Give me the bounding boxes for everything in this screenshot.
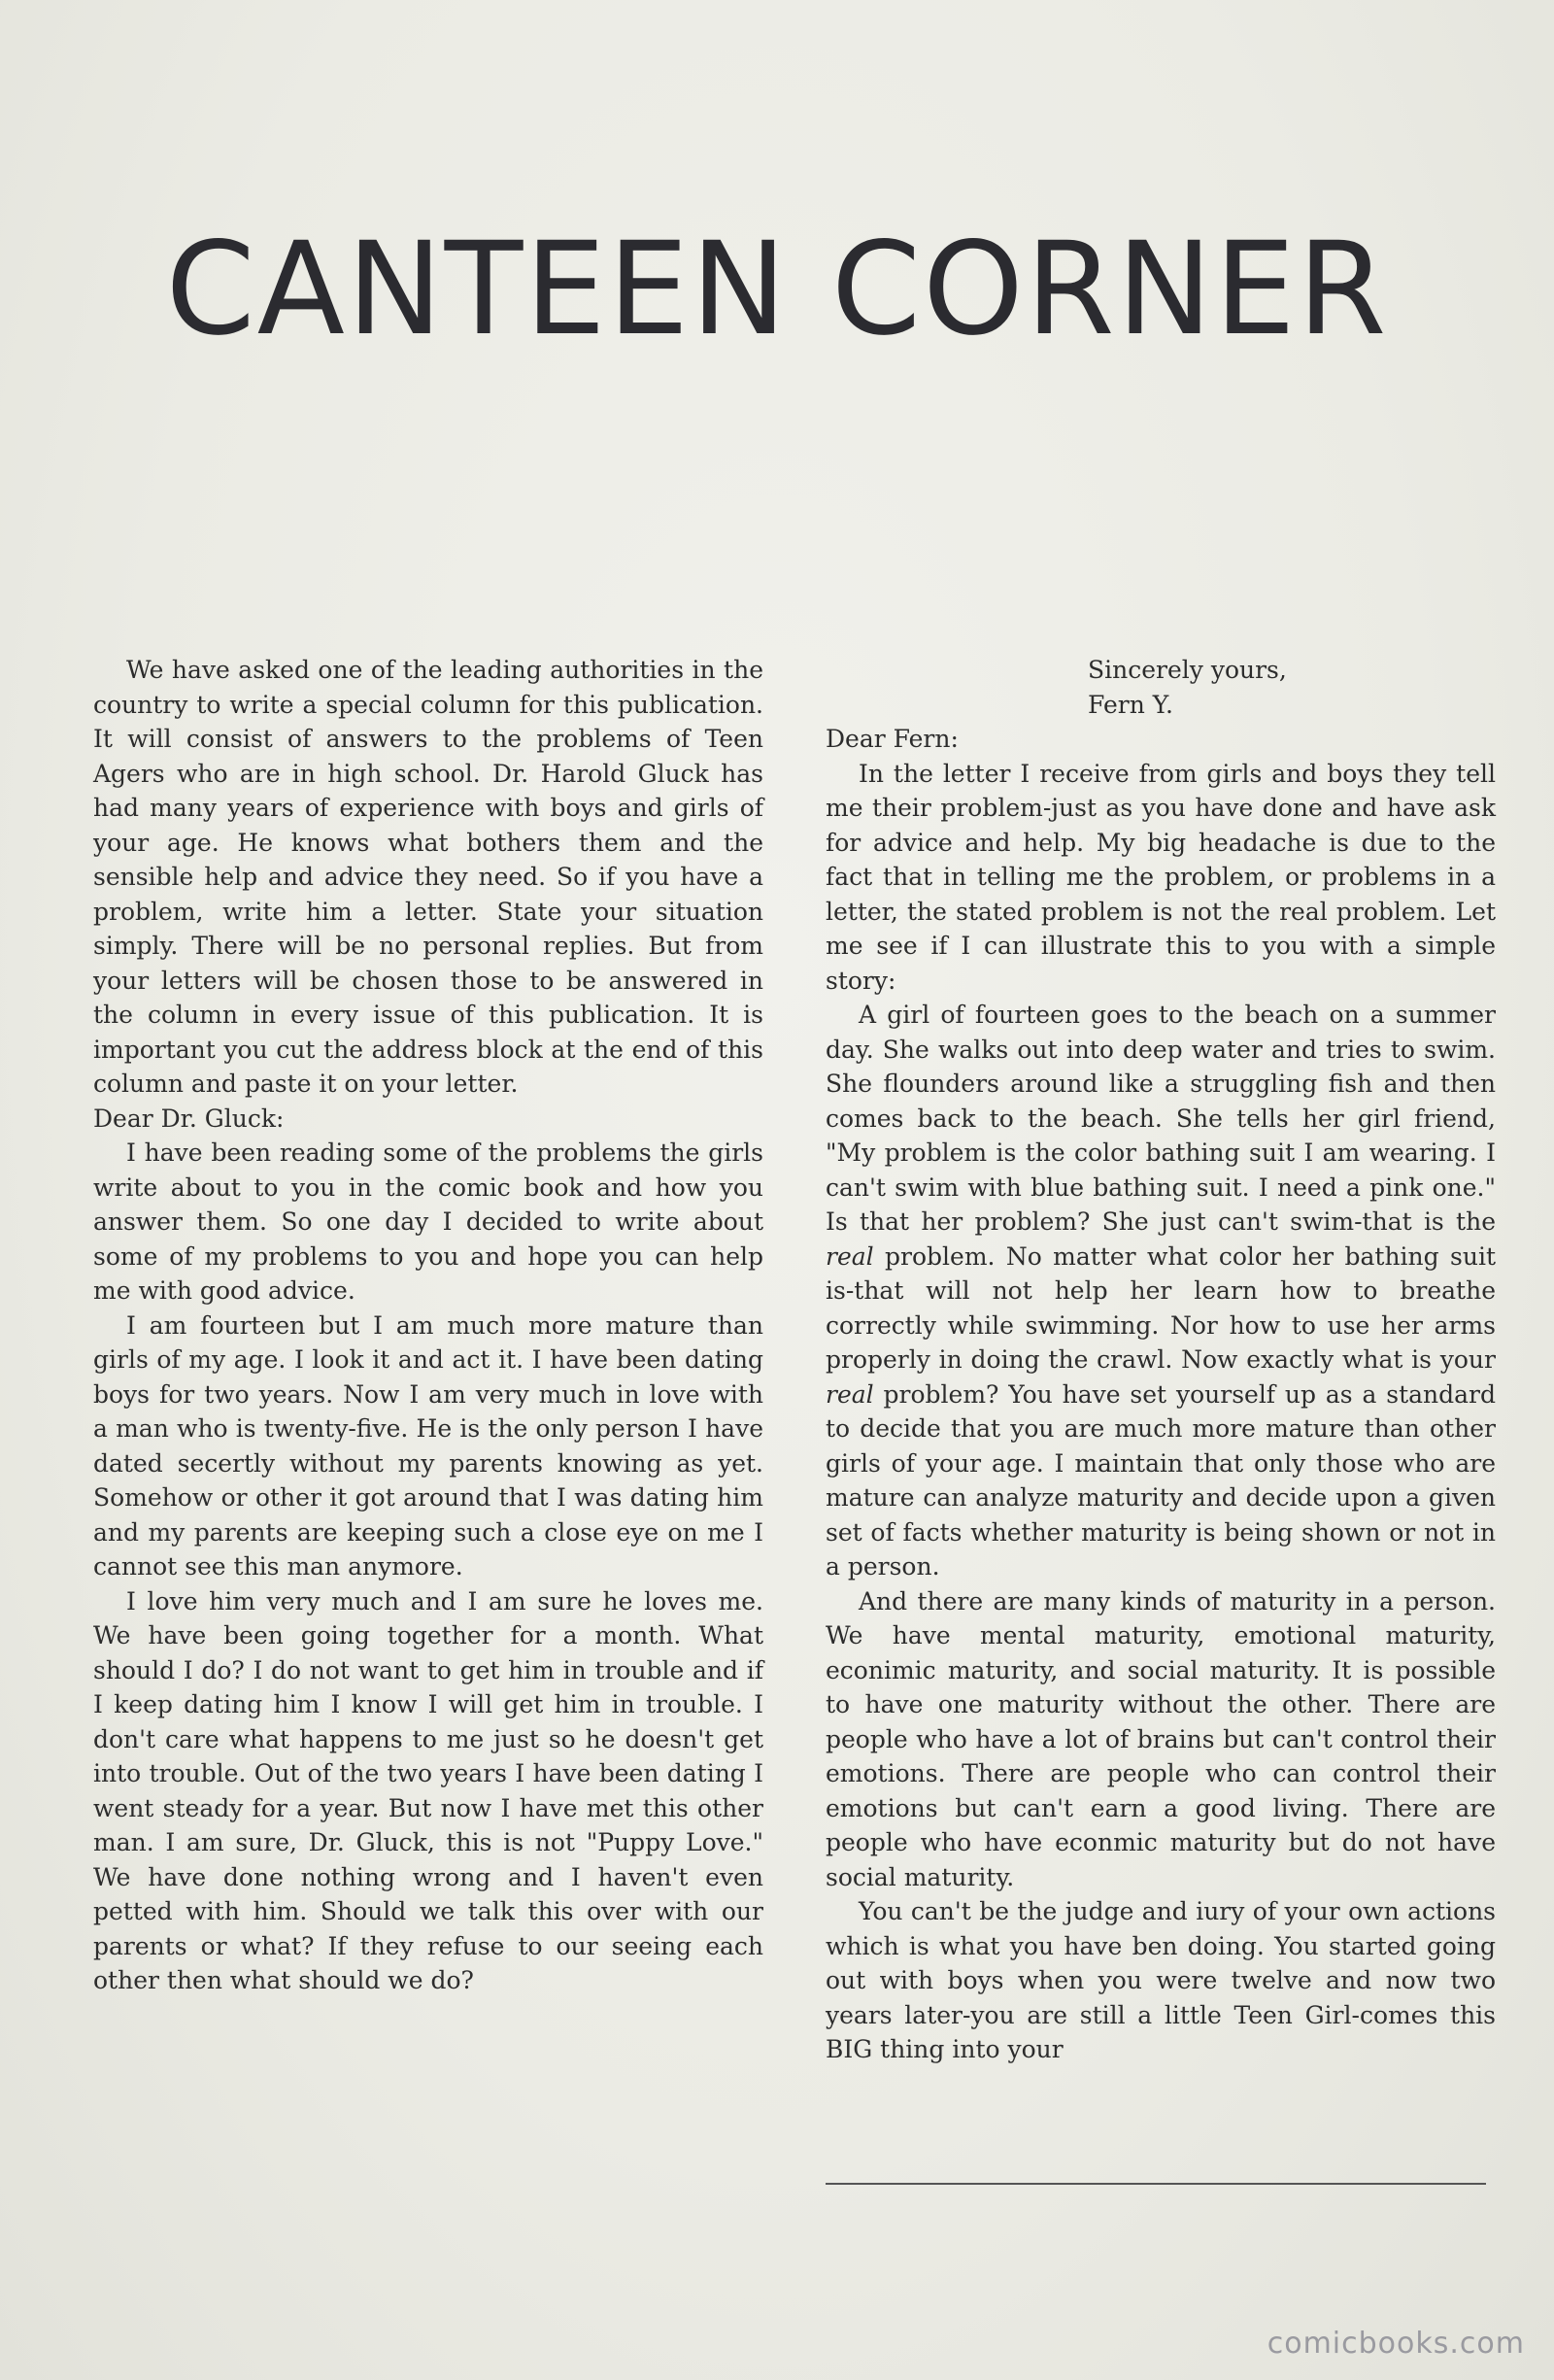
- letter-signature: Fern Y.: [1088, 690, 1174, 719]
- reply-paragraph: [826, 998, 1496, 1584]
- reply-text: problem? You have set yourself up as a standard to decide that you are much more mature than other girls of your age. I maintain that only those who are mature can analyze maturity and decide upon a given set of facts whether maturity is being shown or not in a person.: [826, 1379, 1496, 1581]
- letter-paragraph: I love him very much and I am sure he loves me. We have been going together for a month. What should I do? I do not want to get him in trouble and if I keep dating him I know I will get him in trouble. I don't care what happens to me just so he doesn't get into trouble. Out of the two years I have been dating I went steady for a year. But now I have met this other man. I am sure, Dr. Gluck, this is not "Puppy Love." We have done nothing wrong and I haven't even petted with him. Should we talk this over with our parents or what? If they refuse to our seeing each other then what should we do?: [93, 1586, 763, 1994]
- letter-salutation: Dear Dr. Gluck:: [93, 1104, 285, 1133]
- intro-paragraph: We have asked one of the leading authorities in the country to write a special column for this publication. It will consist of answers to the problems of Teen Agers who are in high school. Dr. Harold Gluck has had many years of experience with boys and girls of your age. He knows what bothers them and the sensible help and advice they need. So if you have a problem, write him a letter. State your situation simply. There will be no personal replies. But from your letters will be chosen those to be answered in the column in every issue of this publication. It is important you cut the address block at the end of this column and paste it on your letter.: [93, 656, 763, 1098]
- column-end-rule: [826, 2183, 1486, 2185]
- page-title: CANTEEN CORNER: [165, 215, 1389, 364]
- reply-salutation: Dear Fern:: [826, 725, 959, 753]
- reply-paragraph: You can't be the judge and iury of your own actions which is what you have ben doing. You started going out with boys when you were twelve and now two years later-you are still a little Teen Girl-comes this BIG thing into your: [826, 1897, 1496, 2063]
- reply-paragraph: And there are many kinds of maturity in a person. We have mental maturity, emotional maturity, econimic maturity, and social maturity. It is possible to have one maturity without the other. There are people who have a lot of brains but can't control their emotions. There are people who can control their emotions but can't earn a good living. There are people who have econmic maturity but do not have social maturity.: [826, 1586, 1496, 1891]
- left-column: [93, 653, 763, 1998]
- reply-paragraph: In the letter I receive from girls and boys they tell me their problem-just as you have done and have ask for advice and help. My big headache is due to the fact that in telling me the problem, or problems in a letter, the stated problem is not the real problem. Let me see if I can illustrate this to you with a simple story:: [826, 759, 1496, 995]
- reply-text: A girl of fourteen goes to the beach on a summer day. She walks out into deep water and tries to swim. She flounders around like a struggling fish and then comes back to the beach. She tells her girl friend, "My problem is the color bathing suit I am wearing. I can't swim with blue bathing suit. I need a pink one." Is that her problem? She just can't swim-that is the: [826, 1001, 1496, 1236]
- letter-paragraph: I am fourteen but I am much more mature than girls of my age. I look it and act it. I have been dating boys for two years. Now I am very much in love with a man who is twenty-five. He is the only person I have dated secertly without my parents knowing as yet. Somehow or other it got around that I was dating him and my parents are keeping such a close eye on me I cannot see this man anymore.: [93, 1310, 763, 1581]
- reply-text: problem. No matter what color her bathing suit is-that will not help her learn how to breathe correctly while swimming. Nor how to use her arms properly in doing the crawl. Now exactly what is your: [826, 1241, 1496, 1374]
- site-watermark: comicbooks.com: [1267, 2327, 1525, 2361]
- letter-paragraph: I have been reading some of the problems the girls write about to you in the comic book and how you answer them. So one day I decided to write about some of my problems to you and hope you can help me with good advice.: [93, 1139, 763, 1305]
- emphasis-text: real: [826, 1379, 874, 1409]
- right-column: [826, 653, 1496, 2067]
- letter-closing: Sincerely yours,: [1088, 656, 1287, 684]
- emphasis-text: real: [826, 1241, 874, 1271]
